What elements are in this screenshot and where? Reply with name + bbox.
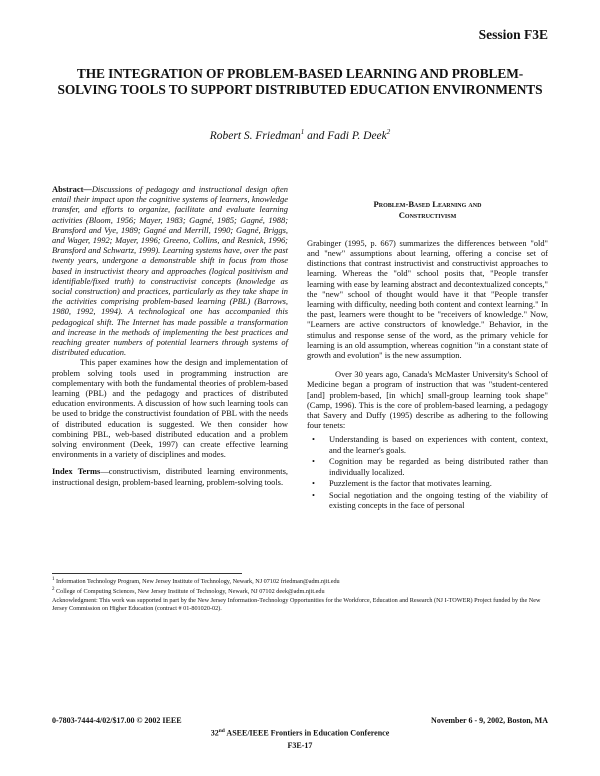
page-number: F3E-17	[287, 741, 313, 750]
tenet-text: Understanding is based on experiences with content, context, and the learner's goals.	[329, 434, 548, 455]
footer-conference	[0, 728, 600, 738]
section-paragraph-1: Grabinger (1995, p. 667) summarizes the differences between "old" and "new" assumptions about learning, offering a concise set of distinctions that contrast instructivist and constructivist approaches to learning. Whereas the "old" school posits that, "People transfer learning with ease by learning abstract and decontextualized concepts," the "new" school of thought would have it that "People transfer learning with difficulty, needing both content and context learning." In the past, learners were thought to be "receivers of knowledge." Now, "Learners are active constructors of knowledge." Behavior, in the stimulus and response sense of the word, as the primary vehicle for learning is an old assumption, whereas cognition "in a constant state of growth and evolution" is the new assumption.	[307, 237, 548, 361]
tenet-text: Puzzlement is the factor that motivates learning.	[329, 478, 492, 489]
session-label: Session F3E	[478, 27, 548, 42]
footnote-rule	[52, 573, 242, 574]
index-terms-dash: —	[100, 466, 109, 477]
left-column	[52, 184, 288, 487]
tenet-item	[312, 456, 548, 477]
abstract	[52, 184, 288, 357]
bullet-icon: •	[312, 489, 315, 500]
conference-number: 32	[210, 728, 219, 738]
index-terms	[52, 466, 288, 486]
bullet-icon: •	[312, 456, 315, 467]
footer-copyright: 0-7803-7444-4/02/$17.00 © 2002 IEEE	[52, 716, 182, 725]
paper-title: THE INTEGRATION OF PROBLEM-BASED LEARNING AND PROBLEM-SOLVING TOOLS TO SUPPORT DISTRIBUTED EDUCATION ENVIRONMENTS	[57, 66, 543, 97]
section-heading-line-2: Constructivism	[398, 210, 457, 221]
author-1: Robert S. Friedman	[209, 129, 301, 142]
section-heading-line-1: Problem-Based Learning and	[373, 199, 482, 209]
abstract-label: Abstract	[52, 184, 84, 194]
author-joiner: and	[304, 129, 328, 142]
footnotes	[52, 576, 548, 613]
abstract-text: Discussions of pedagogy and instructional design often entail their impact upon the cognitive systems of learners, knowledge transfer, and efforts to organize, facilitate and evaluate learning activities (Bloom, 1956; Mayer, 1983; Gagné, 1985; Gagné, 1988; Bransford and Vye, 1989; Gagné and Merrill, 1990; Gagné, Briggs, and Wager, 1992; Mayer, 1996; Greeno, Collins, and Resnick, 1996; Bransford and Schwartz, 1999). Learning systems have, over the past twenty years, undergone a demonstrable shift in focus from those based in instructivist theory and approaches (logical positivism and identifiable/fixed truth) to constructivist concepts (knowledge as social construction) and practices, particularly as they take shape in the activities comprising problem-based learning (PBL) (Barrows, 1980, 1992, 1994). A technological one has accompanied this pedagogical shift. The Internet has made possible a transformation and increase in the methods of implementing the best practices and reaching greater numbers of potential learners through systems of distributed education.	[52, 184, 288, 358]
section-heading	[307, 199, 548, 222]
footnote-1-mark: 1	[52, 577, 55, 582]
author-1-footnote-mark: 1	[300, 128, 305, 136]
footnote-1-text: Information Technology Program, New Jersey Institute of Technology, Newark, NJ 07102 friedman@adm.njit.edu	[56, 578, 340, 586]
tenets-list	[307, 434, 548, 510]
footnote-2	[52, 586, 548, 596]
acknowledgment: Acknowledgment: This work was supported in part by the New Jersey Information-Technology Opportunities for the Workforce, Education and Research (NJ I-TOWER) Project funded by the New Jersey Commission on Higher Education (contract # 01-801020-02).	[52, 596, 541, 612]
conference-name: ASEE/IEEE Frontiers in Education Conference	[224, 728, 390, 738]
footnote-2-mark: 2	[52, 587, 55, 593]
author-line	[0, 128, 600, 142]
bullet-icon: •	[312, 434, 315, 445]
index-terms-label: Index Terms	[52, 466, 101, 477]
author-2: Fadi P. Deek	[327, 129, 387, 142]
index-terms-text: constructivism, distributed learning environments, instructional design, problem-based learning, problem-solving tools.	[52, 466, 288, 487]
conference-ordinal: nd	[218, 728, 225, 734]
bullet-icon: •	[312, 478, 315, 489]
footnote-1	[52, 576, 548, 586]
section-paragraph-2: Over 30 years ago, Canada's McMaster University's School of Medicine began a program of instruction that was "student-centered [and] problem-based, [in which] small-group learning took shape" (Camp, 1996). This is the core of problem-based learning, a pedagogy that Savery and Duffy (1995) describe as adhering to the following four tenets:	[307, 369, 548, 431]
abstract-dash: —	[83, 184, 92, 194]
author-2-footnote-mark: 2	[386, 128, 391, 136]
tenet-item	[312, 489, 548, 511]
abstract-body-paragraph: This paper examines how the design and implementation of problem solving tools used in programming instruction are complementary with both the fundamental theories of problem-based learning (PBL) and the pedagogy and practices of distributed education environments. A discussion of how such learning tools can be used to bridge the constructivist foundation of PBL with the needs of distributed education is suggested. We then consider how combining PBL, web-based distributed education and a problem solving environment (Deek, 1997) can create effective learning environments in a variety of disciplines and modes.	[52, 357, 288, 460]
footnote-2-text: College of Computing Sciences, New Jersey Institute of Technology, Newark, NJ 07102 deek@adm.njit.edu	[56, 588, 325, 596]
footer-date-location: November 6 - 9, 2002, Boston, MA	[431, 716, 548, 725]
tenet-item	[312, 434, 548, 455]
tenet-item	[312, 478, 548, 489]
right-column	[307, 184, 548, 512]
tenet-text: Social negotiation and the ongoing testing of the viability of existing concepts in the face of personal	[329, 489, 548, 511]
tenet-text: Cognition may be regarded as being distributed rather than individually localized.	[329, 456, 548, 477]
